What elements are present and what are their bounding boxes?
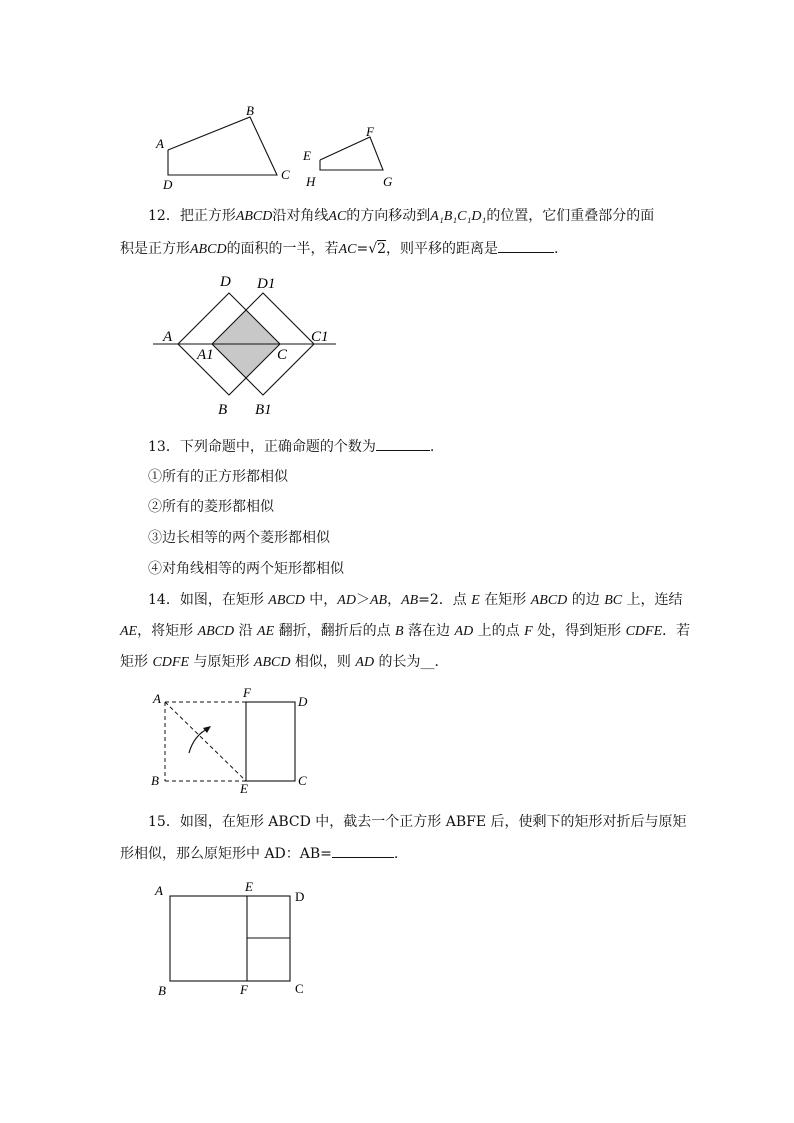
q12-line2-b: 的面积的一半，若 [226, 241, 339, 257]
q12-abcd: ABCD [235, 209, 273, 224]
q12-text-c: 的方向移动到 [346, 208, 431, 224]
q12-line2-abcd: ABCD [190, 242, 227, 257]
label-c: C [298, 773, 307, 788]
q12-line2-end: . [554, 241, 559, 257]
q14-var: AB [369, 593, 388, 608]
rectangle-cdfe [246, 702, 295, 781]
label-d: D [298, 694, 308, 709]
q12-line2-eq: = [356, 241, 369, 257]
figure12-translated-squares [150, 270, 350, 420]
label-e: E [245, 879, 253, 894]
q14-line1 [148, 590, 683, 611]
q12-text-a: 把正方形 [179, 208, 236, 224]
label-b1: B1 [255, 402, 272, 418]
q14-text: 在矩形 [479, 592, 531, 608]
q13-end: . [429, 439, 435, 455]
label-d1: D1 [257, 276, 276, 292]
label-c: C [277, 347, 288, 363]
q14-text: ，将矩形 [137, 623, 198, 639]
q12-answer-blank[interactable] [498, 238, 554, 253]
quad-abcd-shape [168, 117, 277, 175]
q14-text: 处，得到矩形 [532, 623, 626, 639]
figure-top-quadrilaterals [150, 100, 410, 195]
q12-line2-c: ，则平移的距离是 [386, 241, 499, 257]
q15-answer-blank[interactable] [332, 843, 394, 858]
label-h: H [306, 174, 316, 189]
q15-line1: 15．如图，在矩形 ABCD 中，截去一个正方形 ABFE 后，使剩下的矩形对折后与原矩 [148, 814, 687, 830]
q12-line1 [148, 206, 654, 227]
q12-number: 12． [148, 208, 180, 224]
q14-var: AB [401, 593, 419, 608]
q14-text: 矩形 [120, 654, 153, 670]
q14-var: BC [604, 593, 623, 608]
label-a1: A1 [197, 347, 214, 363]
q14-text: 的长为 [374, 654, 421, 670]
label-d: D [220, 274, 231, 290]
q13-option-4: ④对角线相等的两个矩形都相似 [148, 561, 344, 577]
q12-a1b1c1d1: A₁B₁C₁D₁ [430, 209, 487, 224]
q13-option-2: ②所有的菱形都相似 [148, 499, 274, 515]
q14-text: ＞ [355, 592, 370, 608]
label-f: F [240, 982, 248, 997]
label-b: B [151, 773, 159, 788]
q15-line2-end: . [393, 846, 399, 862]
q14-text: 与原矩形 [189, 654, 254, 670]
label-a: A [156, 136, 164, 151]
q14-var: E [471, 593, 480, 608]
label-e: E [240, 781, 248, 796]
q14-var: AE [120, 624, 138, 639]
label-a: A [163, 329, 173, 345]
label-b: B [158, 983, 166, 998]
q14-var: AD [355, 655, 375, 670]
q14-var: ABCD [197, 624, 235, 639]
label-b: B [246, 103, 254, 118]
q14-text: ， [387, 592, 402, 608]
arrowhead-icon [203, 726, 211, 733]
q13-question [148, 436, 434, 457]
label-b: B [218, 402, 228, 418]
label-c: C [281, 167, 290, 182]
q14-text: ． [434, 654, 449, 670]
q13-option-1: ①所有的正方形都相似 [148, 469, 288, 485]
q14-text: 沿 [234, 623, 258, 639]
q14-text: ．若 [662, 623, 691, 639]
label-f: F [366, 124, 374, 139]
q14-var: AD [454, 624, 474, 639]
q14-var: F [524, 624, 533, 639]
label-c1: C1 [311, 329, 329, 345]
q13-question-text: 13．下列命题中，正确命题的个数为 [148, 439, 376, 455]
q12-line2-ac: AC [338, 242, 357, 257]
q14-var: ABCD [253, 655, 291, 670]
q12-sqrt-value: 2 [377, 241, 387, 257]
q14-text: 14．如图，在矩形 [148, 592, 269, 608]
q12-text-b: 沿对角线 [272, 208, 329, 224]
q15-line2 [120, 843, 398, 864]
label-c: C [295, 981, 304, 996]
q14-line2 [120, 621, 690, 642]
q14-line3 [120, 652, 449, 673]
label-d: D [295, 889, 305, 904]
sqrt-symbol: √ [368, 241, 378, 257]
q14-text: =2．点 [418, 592, 472, 608]
q14-var: CDFE [625, 624, 663, 639]
q14-text: 上，连结 [622, 592, 683, 608]
q14-text: 上的点 [473, 623, 525, 639]
q14-var: ABCD [530, 593, 568, 608]
label-f: F [243, 685, 251, 700]
q14-text: 翻折，翻折后的点 [274, 623, 396, 639]
label-d: D [163, 177, 173, 192]
q14-text: 中， [304, 592, 338, 608]
q12-line2 [120, 238, 558, 260]
figure14-folded-rectangle [145, 685, 320, 800]
quad-efgh-shape [320, 137, 383, 170]
label-a: A [153, 691, 161, 706]
q14-var: ABCD [268, 593, 305, 608]
q14-answer-blank[interactable]: __ [420, 654, 435, 670]
q14-text: 的边 [567, 592, 605, 608]
figure15-rectangle-with-square [150, 878, 320, 1003]
q14-text: 落在边 [403, 623, 455, 639]
label-e: E [303, 148, 311, 163]
q12-line2-a: 积是正方形 [120, 241, 190, 257]
label-g: G [383, 174, 393, 189]
q12-ac: AC [328, 209, 347, 224]
q13-option-3: ③边长相等的两个菱形都相似 [148, 530, 330, 546]
q14-var: B [395, 624, 404, 639]
q13-answer-blank[interactable] [376, 436, 430, 451]
fold-line-ae [165, 702, 246, 781]
q14-var: AD [337, 593, 356, 608]
q14-text: 相似，则 [290, 654, 356, 670]
label-a: A [155, 883, 163, 898]
q12-text-d: 的位置，它们重叠部分的面 [486, 208, 655, 224]
q14-var: CDFE [152, 655, 190, 670]
q15-line2-text: 形相似，那么原矩形中 AD：AB= [120, 846, 332, 862]
q14-var: AE [257, 624, 275, 639]
